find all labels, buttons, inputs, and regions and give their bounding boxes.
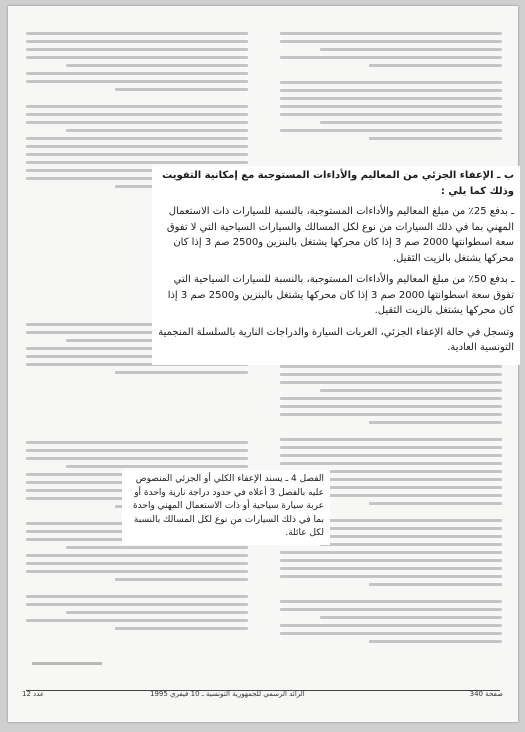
exemption-heading: ب ـ الإعفاء الجزئي من المعاليم والأداءات المستوجبة مع إمكانية التفويت وذلك كما يلي :	[162, 170, 514, 197]
article-4-text: الفصل 4 ـ يسند الإعفاء الكلي أو الجزئي المنصوص عليه بالفصل 3 أعلاه في حدود دراجة نارية واحدة أو عربة سيارة سياحية أو ذات الاستعمال المهني واحدة بما في ذلك السيارات من نوع لكل المسالك بالنسبة لكل عائلة.	[132, 474, 324, 538]
exemption-registration-note: وتسجل في حالة الإعفاء الجزئي، العربات السيارة والدراجات النارية بالسلسلة المنجمية التونسية العادية.	[158, 326, 514, 353]
document-page	[8, 6, 518, 722]
footer-issue-number: عدد 12	[22, 690, 45, 698]
footer-page-label: صفحة 340	[469, 690, 503, 698]
exemption-text-block	[152, 166, 520, 365]
signature-line	[32, 662, 102, 665]
exemption-item-25: ـ بدفع 25٪ من مبلغ المعاليم والأداءات المستوجبة، بالنسبة للسيارات ذات الاستعمال المهني بما في ذلك السيارات من نوع لكل المسالك والسيارات السياحية التي لا تفوق سعة اسطوانتها 2000 صم 3 إذا كان محركها يشتغل بالبنزين و2500 صم 3 إذا كان محركها يشتغل بالزيت الثقيل.	[166, 206, 514, 264]
article-4-block	[122, 470, 330, 545]
exemption-item-50: ـ بدفع 50٪ من مبلغ المعاليم والأداءات المستوجبة، بالنسبة للسيارات السياحية التي تفوق سعة اسطوانتها 2000 صم 3 إذا كان محركها يشتغل بالبنزين و2500 صم 3 إذا كان محركها يشتغل بالزيت الثقيل.	[167, 274, 514, 316]
footer-journal-title: الرائد الرسمي للجمهورية التونسية ـ 10 فيفري 1995	[150, 690, 305, 698]
